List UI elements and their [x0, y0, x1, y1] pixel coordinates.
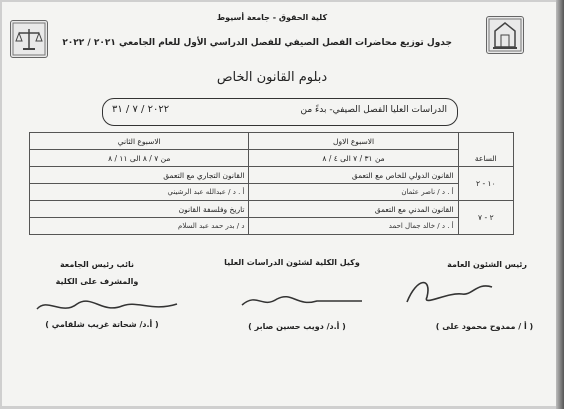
vice-dean-signature	[237, 287, 367, 315]
row-hour: ١٠ - ٢	[458, 167, 513, 201]
vice-dean-name: ( أ.د/ دويب حسين صابر )	[248, 322, 346, 331]
table-header-row	[30, 133, 514, 150]
week2-professor: د / بدر حمد عبد السلام	[30, 218, 249, 235]
week2-header: الاسبوع الثاني	[30, 133, 249, 150]
schedule-table	[29, 132, 514, 235]
week2-course: القانون التجاري مع التعمق	[30, 167, 249, 184]
university-vp-signature	[32, 294, 182, 320]
term-banner-label: الدراسات العليا الفصل الصيفي- بدءً من	[300, 105, 447, 115]
general-affairs-title: رئيس الشئون العامة	[447, 260, 527, 269]
table-range-row	[30, 150, 514, 167]
week1-header: الاسبوع الاول	[249, 133, 458, 150]
program-title: دبلوم القانون الخاص	[216, 70, 328, 85]
document-page	[2, 2, 560, 406]
term-start-date: ٢٠٢٢ / ٧ / ٣١	[112, 104, 170, 115]
university-vp-name: ( أ.د/ شحاتة غريب شلقامي )	[45, 320, 159, 329]
week1-course: القانون الدولي للخاص مع التعمق	[249, 167, 458, 184]
week1-professor: أ . د / ناصر عثمان	[249, 184, 458, 201]
week2-course: تاريخ وفلسفة القانون	[30, 201, 249, 218]
university-vp-title: نائب رئيس الجامعة	[59, 260, 135, 269]
schedule-title: جدول توزيع محاضرات الفصل الصيفي للفصل الدراسي الأول للعام الجامعي ٢٠٢١ / ٢٠٢٢	[62, 38, 452, 48]
table-row	[30, 201, 514, 218]
table-row	[30, 184, 514, 201]
general-affairs-signature	[402, 272, 497, 312]
week2-professor: أ . د / عبدالله عبد الرشيني	[30, 184, 249, 201]
table-row	[30, 167, 514, 184]
faculty-name: كلية الحقوق - جامعة أسيوط	[216, 13, 328, 22]
university-vp-subtitle: والمشرف على الكلية	[55, 277, 139, 286]
week1-course: القانون المدني مع التعمق	[249, 201, 458, 218]
hour-column-header: الساعة	[458, 133, 513, 167]
week2-range: من ٧ / ٨ الى ١١ / ٨	[30, 150, 249, 167]
vice-dean-title: وكيل الكلية لشئون الدراسات العليا	[224, 258, 360, 267]
university-logo-icon	[486, 16, 524, 54]
faculty-scales-logo-icon	[10, 20, 48, 58]
scan-edge-shadow	[556, 0, 564, 409]
week1-professor: أ . د / خالد جمال احمد	[249, 218, 458, 235]
general-affairs-name: ( أ / ممدوح محمود على )	[435, 322, 534, 331]
table-row	[30, 218, 514, 235]
week1-range: من ٣١ / ٧ الى ٤ / ٨	[249, 150, 458, 167]
row-hour: ٢ - ٧	[458, 201, 513, 235]
